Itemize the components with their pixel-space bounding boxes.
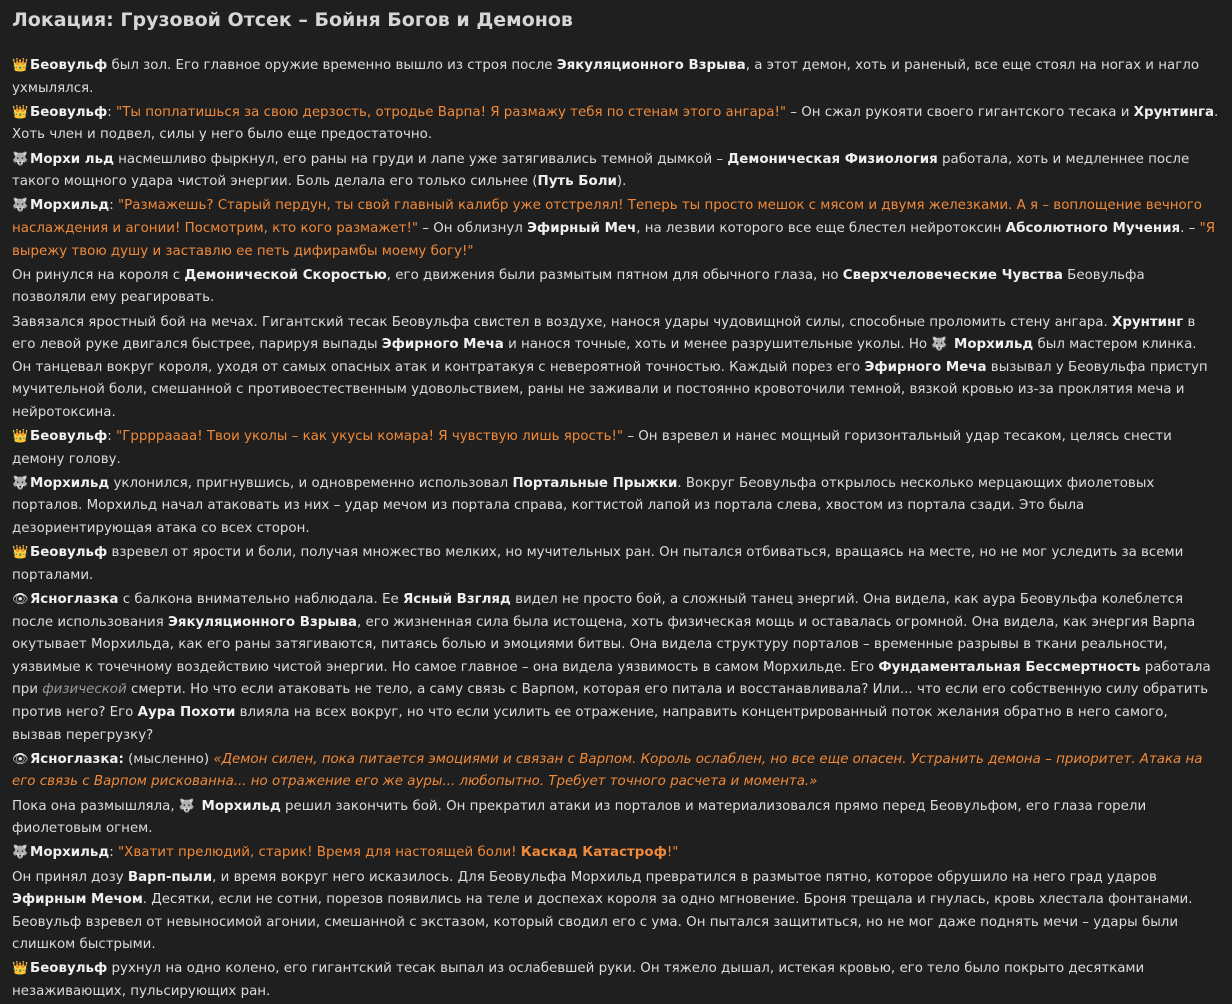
story-paragraph [12, 842, 1220, 865]
character-or-skill-name: Фундаментальная Бессмертность [878, 659, 1141, 675]
narration-text: . Вокруг Беовульфа открылось несколько мерцающих фиолетовых порталов. Морхильд начал атаковать из них – удар мечом из портала справа, когтистой лапой из портала слева, хвостом из портала сзади. Это была дезориентирующая атака со всех сторон. [12, 475, 1155, 537]
narration-text: Он принял дозу [12, 869, 128, 885]
story-paragraph [12, 149, 1220, 194]
character-or-skill-name: Беовульф [30, 104, 108, 120]
wolf-icon: 🐺 [931, 337, 948, 353]
narration-text: Он ринулся на короля с [12, 267, 185, 283]
character-or-skill-name: Морхильд [30, 198, 110, 214]
narration-text: уклонился, пригнувшись, и одновременно использовал [109, 475, 513, 491]
character-or-skill-name: Эякуляционного Взрыва [168, 614, 357, 630]
narration-text: – Он взревел и нанес мощный горизонтальный удар тесаком, целясь снести демону голову. [12, 429, 1172, 467]
character-or-skill-name: Эфирного Меча [864, 359, 987, 375]
character-or-skill-name: Эфирный Меч [527, 220, 637, 236]
story-paragraph [12, 55, 1220, 100]
narration-text: , его жизненная сила была истощена, хоть физическая мощь и оставалась огромной. Она видела, как энергия Варпа окутывает Морхильда, как его раны затягиваются, питаясь болью и эмоциями битвы. Она видела структуру порталов – временные разрывы в ткани реальности, уязвимые к точечному воздействию чистой энергии. Но самое главное – она видела уязвимость в самом Морхильде. Его [12, 614, 1196, 675]
narration-text: был зол. Его главное оружие временно вышло из строя после [107, 58, 557, 73]
story-paragraph [12, 102, 1220, 147]
narration-text: работала при [12, 659, 1211, 698]
story-paragraph [12, 796, 1220, 841]
narration-text: : [107, 429, 117, 445]
narration-text: (мысленно) [123, 751, 214, 767]
character-or-skill-name: Варп-пыли [127, 869, 213, 885]
character-or-skill-name: Беовульф [30, 545, 108, 561]
character-or-skill-name: Беовульф [30, 429, 108, 445]
narration-text: взревел от ярости и боли, получая множество мелких, но мучительных ран. Он пытался отбиваться, вращаясь на месте, но не мог уследить за всеми порталами. [12, 545, 1184, 583]
narration-text: решил закончить бой. Он прекратил атаки из порталов и материализовался прямо перед Беовульфом, его глаза горели фиолетовым огнем. [12, 798, 1147, 837]
wolf-icon: 🐺 [12, 198, 29, 214]
narration-text: Завязался яростный бой на мечах. Гигантский тесак Беовульфа свистел в воздухе, нанося удары чудовищной силы, способные проломить стену ангара. [12, 314, 1112, 330]
narration-text: : [109, 198, 119, 214]
character-or-skill-name: Путь Боли [537, 174, 617, 190]
story-paragraph [12, 749, 1220, 794]
character-or-skill-name: Беовульф [30, 58, 108, 73]
narration-text: Беовульфа позволяли ему реагировать. [12, 267, 1145, 306]
story-paragraph [12, 958, 1220, 1003]
narration-text: видел не просто бой, а сложный танец энергий. Она видела, как аура Беовульфа колеблется после использования [12, 592, 1184, 630]
narration-text: был мастером клинка. Он танцевал вокруг короля, уходя от самых опасных атак и контратакуя с невероятной точностью. Каждый порез его [12, 337, 1197, 375]
character-or-skill-name: Ясноглазка [30, 592, 119, 607]
narration-text: : [109, 845, 119, 861]
dialogue-quote: "Ты поплатишься за свою дерзость, отродье Варпа! Я размажу тебя по стенам этого ангара!" [116, 104, 786, 120]
crown-icon: 👑 [12, 429, 29, 445]
thought-text: «Демон силен, пока питается эмоциями и связан с Варпом. Король ослаблен, но все еще опасен. Устранить демона – приоритет. Атака на его связь с Варпом рискованна... но отражение его же ауры... любопытно. Требует точного расчета и момента.» [12, 751, 1203, 790]
dialogue-quote: "Размажешь? Старый пердун, ты свой главный калибр уже отстрелял! Теперь ты просто мешок с мясом и двумя железками. А я – воплощение вечного наслаждения и агонии! Посмотрим, кто кого размажет!" [12, 198, 1202, 236]
dialogue-quote: !" [666, 845, 679, 861]
character-or-skill-name: Хрунтинга [1133, 104, 1214, 120]
narration-text: , на лезвии которого все еще блестел нейротоксин [636, 220, 1006, 236]
character-or-skill-name: Аура Похоти [137, 704, 236, 720]
character-or-skill-name: Морхильд [30, 475, 110, 491]
story-text [12, 55, 1220, 1004]
character-or-skill-name: Эфирного Меча [381, 337, 504, 353]
story-paragraph [12, 473, 1220, 541]
narration-text: Пока она размышляла, [12, 798, 179, 814]
narration-text: в его левой руке двигался быстрее, парируя выпады [12, 314, 1196, 353]
wolf-icon: 🐺 [12, 475, 29, 491]
narration-text: с балкона внимательно наблюдала. Ее [118, 592, 403, 607]
narration-text: . Хоть член и подвел, силы у него было еще предостаточно. [12, 104, 1219, 143]
narration-text: , и время вокруг него исказилось. Для Беовульфа Морхильд превратился в размытое пятно, которое обрушило на него град ударов [212, 869, 1157, 885]
crown-icon: 👑 [12, 104, 29, 120]
wolf-icon: 🐺 [178, 798, 196, 814]
narration-text: насмешливо фыркнул, его раны на груди и лапе уже затягивались темной дымкой – [113, 151, 728, 167]
character-or-skill-name: Морхильд [196, 798, 281, 814]
wolf-icon: 🐺 [12, 845, 29, 861]
wolf-icon: 🐺 [12, 151, 29, 167]
character-or-skill-name: Морхильд [30, 845, 110, 861]
narration-text: , а этот демон, хоть и раненый, все еще стоял на ногах и нагло ухмылялся. [12, 58, 1200, 96]
narration-text: : [107, 104, 117, 120]
narration-text: . – [1180, 220, 1200, 236]
narration-text: – Он сжал рукояти своего гигантского тесака и [785, 104, 1134, 120]
emphasis-text: физической [42, 682, 127, 698]
eye-icon: 👁 [12, 751, 29, 767]
character-or-skill-name: Абсолютного Мучения [1005, 220, 1181, 236]
crown-icon: 👑 [12, 961, 29, 977]
character-or-skill-name: Эфирным Мечом [12, 892, 143, 908]
character-or-skill-name: Эякуляционного Взрыва [556, 58, 746, 73]
character-or-skill-name: Демоническая Физиология [727, 151, 938, 167]
story-paragraph [12, 195, 1220, 263]
character-or-skill-name: Ясноглазка: [30, 751, 124, 767]
character-or-skill-name: Хрунтинг [1112, 314, 1184, 330]
narration-text: влияла на всех вокруг, но что если усилить ее отражение, направить концентрированный поток желания обратно в него самого, вызвав перегрузку? [12, 704, 1168, 743]
story-paragraph [12, 312, 1220, 425]
story-paragraph [12, 589, 1220, 747]
narration-text: , его движения были размытым пятном для обычного глаза, но [386, 267, 843, 283]
narration-text: работала, хоть и медленнее после такого мощного удара чистой энергии. Боль делала его только сильнее ( [12, 151, 1190, 190]
dialogue-quote: "Грррраааа! Твои уколы – как укусы комара! Я чувствую лишь ярость!" [116, 429, 624, 445]
narration-text: вызывал у Беовульфа приступ мучительной боли, смешанной с противоестественным удовольствием, раны не заживали и постоянно кровоточили темной, вязкой кровью из-за проклятия меча и нейротоксина. [12, 359, 1208, 420]
narration-text: . Десятки, если не сотни, порезов появились на теле и доспехах короля за одно мгновение. Броня трещала и гнулась, кровь хлестала фонтанами. Беовульф взревел от невыносимой агонии, смешанной с экстазом, который сводил его с ума. Он пытался защититься, но не мог даже поднять мечи – удары были слишком быстрыми. [12, 892, 1193, 953]
story-paragraph [12, 542, 1220, 587]
character-or-skill-name: Ясный Взгляд [402, 592, 511, 607]
narration-text: рухнул на одно колено, его гигантский тесак выпал из ослабевшей руки. Он тяжело дышал, истекая кровью, его тело было покрыто десятками незаживающих, пульсирующих ран. [12, 961, 1145, 1000]
character-or-skill-name: Морхильд [949, 337, 1034, 353]
character-or-skill-name: Сверхчеловеческие Чувства [842, 267, 1063, 283]
narration-text: и нанося точные, хоть и менее разрушительные уколы. Но [503, 337, 932, 353]
crown-icon: 👑 [12, 58, 29, 73]
narration-text: ). [616, 174, 627, 190]
character-or-skill-name: Портальные Прыжки [512, 475, 678, 491]
narration-text: – Он облизнул [418, 220, 528, 236]
page-title: Локация: Грузовой Отсек – Бойня Богов и Демонов [12, 9, 573, 31]
story-paragraph [12, 867, 1220, 957]
eye-icon: 👁 [12, 592, 29, 607]
character-or-skill-name: Демонической Скоростью [184, 267, 387, 283]
dialogue-skill-name: Каскад Катастроф [520, 845, 667, 861]
dialogue-quote: "Хватит прелюдий, старик! Время для настоящей боли! [118, 845, 521, 861]
narration-text: смерти. Но что если атаковать не тело, а саму связь с Варпом, которая его питала и восстанавливала? Или... что если его собственную силу обратить против него? Его [12, 682, 1209, 720]
crown-icon: 👑 [12, 545, 29, 561]
story-paragraph [12, 265, 1220, 310]
story-paragraph [12, 426, 1220, 471]
dialogue-quote: "Я вырежу твою душу и заставлю ее петь дифирамбы моему богу!" [12, 220, 1216, 259]
character-or-skill-name: Морхи льд [30, 151, 114, 167]
character-or-skill-name: Беовульф [30, 961, 108, 977]
